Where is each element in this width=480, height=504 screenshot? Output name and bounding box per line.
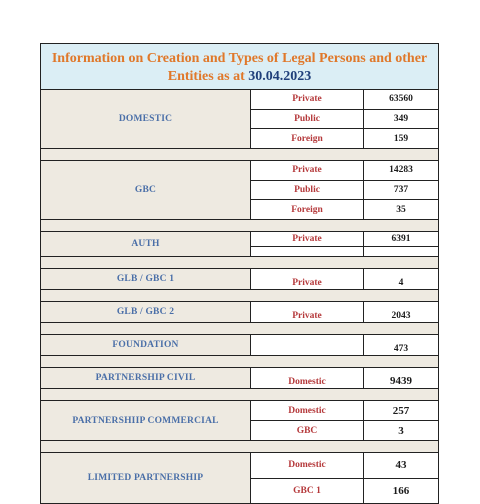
separator-row (41, 290, 438, 302)
section-glb-gbc-1 (41, 269, 438, 290)
title-text: Information on Creation and Types of Legal Persons and other Entities as at (51, 51, 428, 84)
value-cell: 257 (392, 404, 410, 417)
value-cell: 35 (396, 204, 406, 215)
section-label: GLB / GBC 1 (41, 269, 251, 289)
type-cell: Foreign (251, 129, 364, 148)
section-auth (41, 232, 438, 257)
table-row (251, 269, 438, 289)
table-row (251, 90, 438, 110)
section-label: FOUNDATION (41, 335, 251, 355)
section-label: LIMITED PARTNERSHIP (41, 453, 251, 503)
type-cell: GBC (251, 421, 364, 440)
table-row (251, 232, 438, 247)
table-row (251, 129, 438, 148)
separator-row (41, 323, 438, 335)
separator-row (41, 441, 438, 453)
table-row (251, 302, 438, 322)
section-partnership-civil (41, 368, 438, 389)
section-foundation (41, 335, 438, 356)
value-cell: 9439 (390, 375, 412, 387)
table-row (251, 421, 438, 440)
value-cell: 3 (398, 424, 404, 437)
table-row (251, 181, 438, 201)
value-cell-empty (364, 247, 438, 256)
legal-persons-table (40, 43, 439, 504)
table-row-empty (251, 247, 438, 256)
value-cell: 6391 (391, 234, 411, 244)
value-cell: 2043 (391, 311, 411, 321)
separator-row (41, 220, 438, 232)
value-cell: 43 (395, 459, 407, 472)
type-cell (251, 335, 364, 355)
section-glb-gbc-2 (41, 302, 438, 323)
section-label: PARTNERSHIP CIVIL (41, 368, 251, 388)
table-row (251, 453, 438, 479)
value-cell: 63560 (389, 94, 413, 105)
value-cell: 14283 (389, 165, 413, 176)
value-cell: 166 (392, 484, 410, 497)
type-cell: Domestic (251, 453, 364, 478)
separator-row (41, 257, 438, 269)
section-label: GBC (41, 161, 251, 219)
type-cell: Private (251, 232, 364, 246)
type-cell: Domestic (251, 368, 364, 388)
separator-row (41, 149, 438, 161)
value-cell: 4 (398, 278, 404, 288)
type-cell: Private (251, 90, 364, 109)
section-gbc (41, 161, 438, 220)
section-domestic (41, 90, 438, 149)
type-cell-empty (251, 247, 364, 256)
table-row (251, 401, 438, 421)
table-row (251, 110, 438, 130)
separator-row (41, 389, 438, 401)
section-label: AUTH (41, 232, 251, 256)
table-title (41, 44, 438, 90)
type-cell: Foreign (251, 200, 364, 219)
title-date: 30.04.2023 (248, 69, 312, 84)
section-label: PARTNERSHIIP COMMERCIAL (41, 401, 251, 440)
separator-row (41, 356, 438, 368)
type-cell: GBC 1 (251, 479, 364, 504)
type-cell: Private (251, 161, 364, 180)
section-limited-partnership (41, 453, 438, 504)
table-row (251, 335, 438, 355)
table-row (251, 200, 438, 219)
table-row (251, 368, 438, 388)
value-cell: 349 (393, 114, 409, 124)
type-cell: Private (251, 302, 364, 322)
section-label: DOMESTIC (41, 90, 251, 148)
value-cell: 473 (393, 344, 409, 354)
type-cell: Public (251, 181, 364, 200)
type-cell: Domestic (251, 401, 364, 420)
section-partnership-commercial (41, 401, 438, 441)
section-label: GLB / GBC 2 (41, 302, 251, 322)
table-row (251, 479, 438, 504)
value-cell: 159 (393, 133, 409, 144)
type-cell: Private (251, 269, 364, 289)
table-row (251, 161, 438, 181)
value-cell: 737 (393, 185, 409, 195)
type-cell: Public (251, 110, 364, 129)
